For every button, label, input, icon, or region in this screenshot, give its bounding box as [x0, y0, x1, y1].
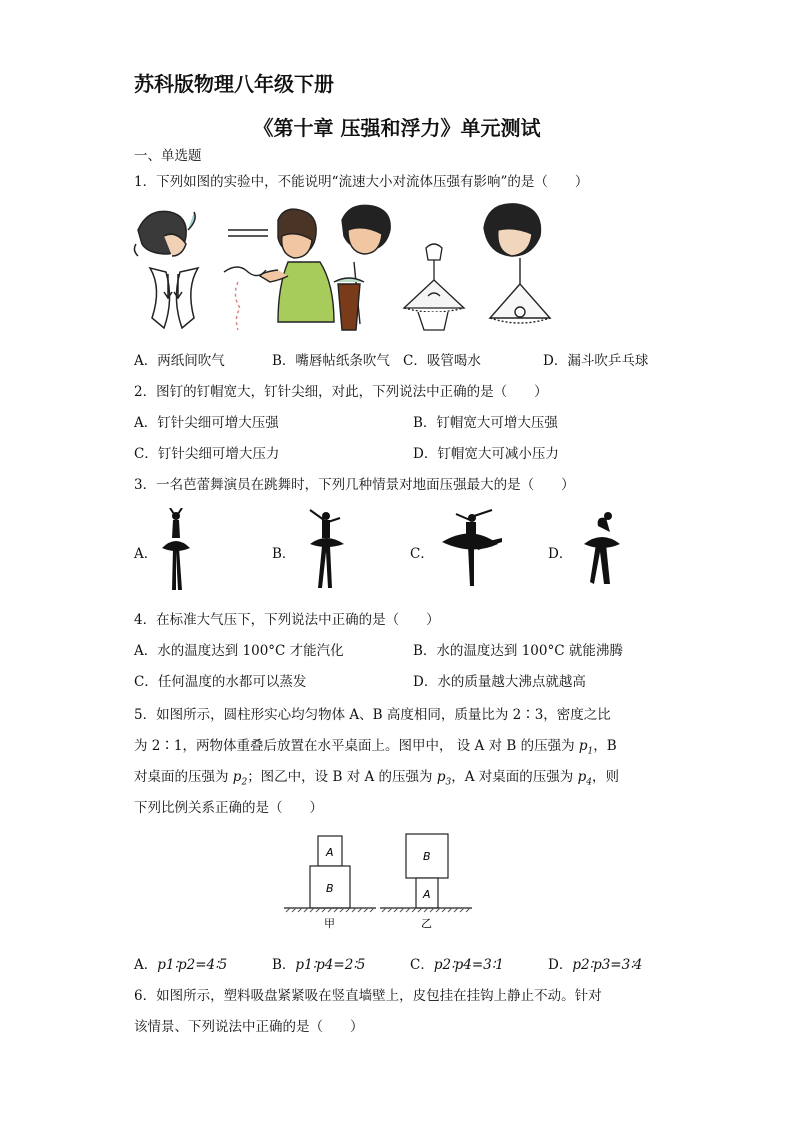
question-4-option-a: A．水的温度达到 100°C 才能汽化	[134, 643, 344, 659]
question-2-option-b: B．钉帽宽大可增大压强	[413, 415, 558, 431]
symbol-p2: $p_2$	[232, 769, 248, 788]
block-label-a-left: A	[326, 846, 334, 859]
symbol-p3: $p_3$	[436, 769, 452, 788]
document-subtitle: 《第十章 压强和浮力》单元测试	[253, 116, 541, 140]
question-2-option-d: D．钉帽宽大可减小压力	[413, 446, 559, 462]
question-1-figure	[128, 200, 668, 340]
question-2-option-c: C．钉针尖细可增大压力	[134, 446, 280, 462]
ballerina-a	[158, 508, 194, 592]
question-5-option-d: D．p2∶p3=3∶4	[548, 957, 643, 973]
question-4-option-d: D．水的质量越大沸点就越高	[413, 674, 586, 690]
question-5-line-1: 5．如图所示，圆柱形实心均匀物体 A、B 高度相同，质量比为 2∶3，密度之比	[134, 707, 611, 723]
question-3-option-c: C．	[410, 546, 434, 562]
block-label-a-right: A	[423, 888, 431, 901]
question-3-option-b: B．	[272, 546, 296, 562]
figure-label-jia: 甲	[324, 917, 335, 930]
question-5-line-2: 为 2∶1，两物体重叠后放置在水平桌面上。图甲中， 设 A 对 B 的压强为 $p_1$，B	[134, 738, 617, 757]
question-5-line-4: 下列比例关系正确的是（ ）	[134, 800, 323, 816]
ballerina-b	[300, 506, 350, 590]
question-2-stem: 2．图钉的钉帽宽大，钉针尖细，对此，下列说法中正确的是（ ）	[134, 384, 548, 400]
figure-straw	[334, 205, 390, 330]
symbol-p4: $p_4$	[577, 769, 592, 788]
question-4-stem: 4．在标准大气压下，下列说法中正确的是（ ）	[134, 612, 440, 628]
block-label-b-right: B	[423, 850, 431, 863]
figure-two-papers	[134, 211, 198, 328]
figure-funnel-ball-1	[404, 244, 464, 330]
question-3-option-a: A．	[134, 546, 158, 562]
question-1-option-a: A．两纸间吹气	[134, 353, 225, 369]
question-5-option-b: B．p1∶p4=2∶5	[272, 957, 366, 973]
question-1-option-b: B．嘴唇帖纸条吹气	[272, 353, 390, 369]
figure-paper-strip	[224, 209, 334, 330]
ballerina-c	[436, 508, 506, 588]
figure-label-yi: 乙	[421, 917, 432, 930]
figure-funnel-ball-2	[484, 204, 550, 323]
question-6-line-2: 该情景、下列说法中正确的是（ ）	[134, 1019, 364, 1035]
question-5-option-a: A．p1∶p2=4∶5	[134, 957, 228, 973]
block-label-b-left: B	[326, 882, 334, 895]
question-3-stem: 3．一名芭蕾舞演员在跳舞时，下列几种情景对地面压强最大的是（ ）	[134, 477, 575, 493]
document-title: 苏科版物理八年级下册	[134, 72, 334, 96]
symbol-p1: $p_1$	[578, 738, 594, 757]
question-6-line-1: 6．如图所示，塑料吸盘紧紧吸在竖直墙壁上，皮包挂在挂钩上静止不动。针对	[134, 988, 602, 1004]
question-1-option-c: C．吸管喝水	[403, 353, 481, 369]
question-4-option-b: B．水的温度达到 100°C 就能沸腾	[413, 643, 623, 659]
question-5-figure	[284, 828, 484, 932]
question-1-option-d: D．漏斗吹乒乓球	[543, 353, 649, 369]
question-5-option-c: C．p2∶p4=3∶1	[410, 957, 504, 973]
ballerina-d	[576, 508, 626, 588]
question-1-stem: 1．下列如图的实验中，不能说明“流速大小对流体压强有影响”的是（ ）	[134, 174, 589, 190]
question-3-option-d: D．	[548, 546, 573, 562]
section-heading: 一、单选题	[134, 148, 202, 164]
question-2-option-a: A．钉针尖细可增大压强	[134, 415, 279, 431]
question-5-line-3: 对桌面的压强为 $p_2$；图乙中，设 B 对 A 的压强为 $p_3$，A 对桌面的压强为 $p_4$，则	[134, 769, 619, 788]
question-4-option-c: C．任何温度的水都可以蒸发	[134, 674, 307, 690]
